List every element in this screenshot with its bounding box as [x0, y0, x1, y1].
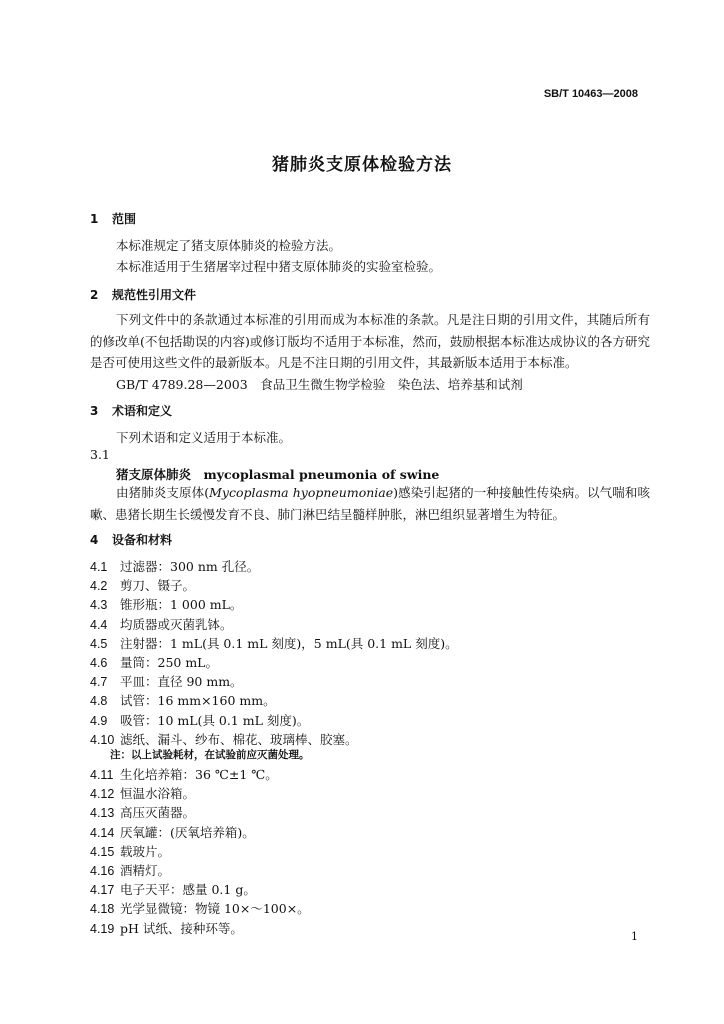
section-number: 1	[90, 212, 99, 226]
item-text: 恒温水浴箱。	[120, 786, 196, 802]
item-text: 滤纸、漏斗、纱布、棉花、玻璃棒、胶塞。	[120, 731, 358, 747]
section-title: 术语和定义	[112, 404, 173, 418]
equipment-item	[90, 672, 243, 690]
equipment-item	[90, 730, 358, 748]
equipment-item	[90, 919, 243, 937]
definition-text-before: 由猪肺炎支原体(	[116, 485, 210, 500]
term-definition	[90, 482, 650, 525]
equipment-item	[90, 557, 259, 575]
equipment-item	[90, 595, 242, 613]
item-number: 4.6	[90, 656, 108, 670]
section-number: 4	[90, 533, 99, 547]
equipment-item	[90, 634, 458, 652]
section-title: 规范性引用文件	[112, 288, 197, 302]
equipment-note: 注：以上试验耗材，在试验前应灭菌处理。	[110, 749, 310, 761]
normative-references-paragraph: 下列文件中的条款通过本标准的引用而成为本标准的条款。凡是注日期的引用文件，其随后所有的修改单(不包括勘误的内容)或修订版均不适用于本标准，然而，鼓励根据本标准达成协议的各方研究是否可使用这些文件的最新版本。凡是不注日期的引用文件，其最新版本适用于本标准。	[90, 312, 650, 370]
item-text: 吸管：10 mL(具 0.1 mL 刻度)。	[120, 712, 310, 728]
item-number: 4.7	[90, 675, 108, 690]
item-text: 高压灭菌器。	[120, 805, 196, 821]
item-text: 量筒：250 mL。	[120, 655, 218, 670]
section-3-heading	[90, 402, 172, 419]
item-text: 光学显微镜：物镜 10×～100×。	[120, 901, 310, 917]
equipment-item	[90, 823, 255, 841]
item-text: 剪刀、镊子。	[120, 578, 196, 594]
item-text: 注射器：1 mL(具 0.1 mL 刻度)，5 mL(具 0.1 mL 刻度)。	[120, 635, 458, 651]
equipment-item	[90, 899, 310, 917]
item-number: 4.19	[90, 921, 115, 936]
item-text: 厌氧罐：(厌氧培养箱)。	[120, 824, 255, 840]
equipment-item	[90, 653, 218, 671]
section-number: 3	[90, 404, 99, 418]
reference-item: GB/T 4789.28—2003 食品卫生微生物学检验 染色法、培养基和试剂	[116, 377, 523, 392]
document-title: 猪肺炎支原体检验方法	[272, 155, 452, 175]
item-number: 4.8	[90, 694, 108, 709]
item-text: 生化培养箱：36 ℃±1 ℃。	[120, 767, 278, 782]
item-number: 4.14	[90, 825, 115, 840]
item-number: 4.12	[90, 787, 115, 802]
item-text: pH 试纸、接种环等。	[120, 920, 243, 936]
equipment-item	[90, 691, 276, 709]
standard-code: SB/T 10463—2008	[543, 88, 638, 100]
item-number: 4.4	[90, 617, 108, 632]
item-number: 4.13	[90, 806, 115, 821]
section-4-heading	[90, 531, 172, 548]
item-number: 4.17	[90, 883, 115, 898]
equipment-item	[90, 765, 278, 783]
section-1-heading	[90, 210, 136, 227]
item-text: 均质器或灭菌乳钵。	[120, 616, 233, 632]
page-number: 1	[631, 930, 638, 943]
item-number: 4.11	[90, 768, 114, 782]
item-text: 载玻片。	[120, 843, 171, 859]
item-number: 4.1	[90, 560, 108, 574]
equipment-item	[90, 784, 195, 802]
item-text: 试管：16 mm×160 mm。	[120, 693, 276, 709]
item-number: 4.15	[90, 844, 115, 859]
scope-line-1: 本标准规定了猪支原体肺炎的检验方法。	[116, 238, 342, 253]
item-text: 锥形瓶：1 000 mL。	[120, 597, 243, 613]
subclause-number: 3.1	[90, 447, 110, 462]
equipment-item	[90, 615, 233, 633]
section-2-heading	[90, 286, 196, 303]
item-text: 酒精灯。	[120, 863, 171, 878]
equipment-item	[90, 803, 195, 821]
item-number: 4.18	[90, 902, 115, 917]
equipment-item	[90, 842, 170, 860]
item-number: 4.5	[90, 636, 108, 651]
scope-line-2: 本标准适用于生猪屠宰过程中猪支原体肺炎的实验室检验。	[116, 259, 442, 274]
terms-intro: 下列术语和定义适用于本标准。	[116, 430, 292, 445]
section-number: 2	[90, 288, 99, 302]
section-title: 设备和材料	[112, 533, 173, 547]
definition-latin-name: Mycoplasma hyopneumoniae	[209, 485, 394, 500]
item-number: 4.9	[90, 713, 108, 728]
equipment-item	[90, 861, 170, 879]
section-title: 范围	[112, 212, 137, 226]
definition-text-after: )感染引起猪的一种接触性传染病。以气喘和咳嗽、患猪长期生长缓慢发育不良、肺门淋巴结呈髓样肿胀，淋巴组织显著增生为特征。	[90, 485, 650, 522]
equipment-item	[90, 576, 195, 594]
item-number: 4.10	[90, 732, 115, 747]
item-text: 过滤器：300 nm 孔径。	[120, 559, 260, 574]
term-entry: 猪支原体肺炎 mycoplasmal pneumonia of swine	[116, 467, 440, 482]
equipment-item	[90, 880, 256, 898]
equipment-item	[90, 711, 309, 729]
item-text: 电子天平：感量 0.1 g。	[120, 882, 256, 898]
item-number: 4.2	[90, 579, 108, 594]
item-number: 4.3	[90, 598, 108, 613]
item-text: 平皿：直径 90 mm。	[120, 674, 243, 690]
item-number: 4.16	[90, 864, 115, 878]
